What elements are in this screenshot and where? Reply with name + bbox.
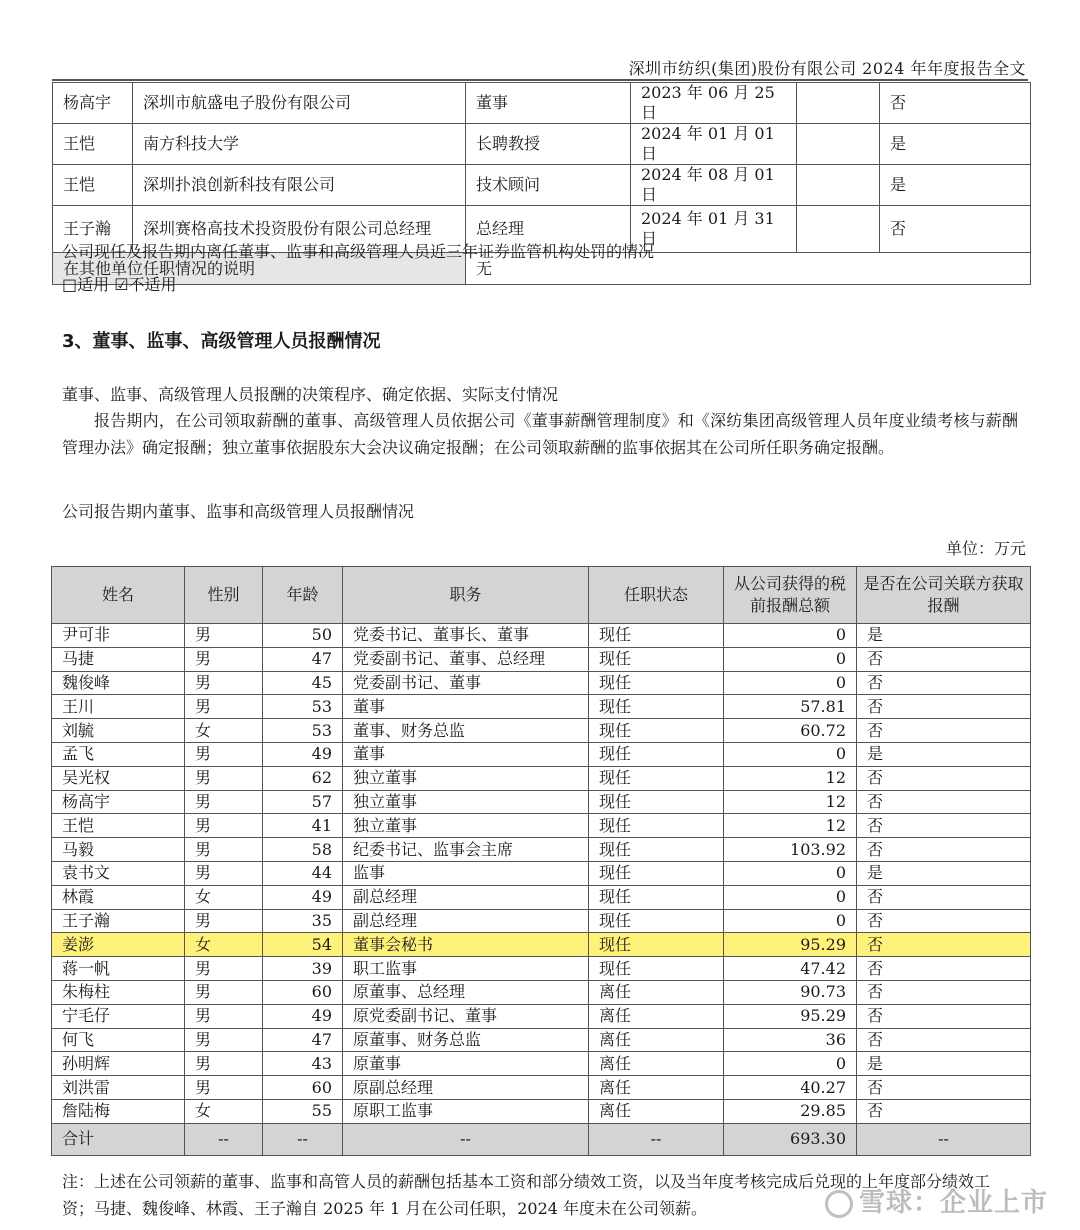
table-cell: 49: [263, 885, 343, 909]
table-cell: 否: [857, 814, 1031, 838]
table-cell: 60.72: [724, 719, 857, 743]
table-cell: 否: [857, 1099, 1031, 1123]
table-cell: 男: [185, 980, 263, 1004]
table-cell: 职工监事: [343, 957, 589, 981]
table-cell: 0: [724, 885, 857, 909]
table-cell: 现任: [589, 861, 724, 885]
table-row: [52, 861, 1031, 885]
table-cell: 男: [185, 624, 263, 648]
other-positions-cell: 否: [880, 206, 1031, 253]
table-cell: 离任: [589, 1099, 724, 1123]
table-cell: 刘洪雷: [52, 1076, 185, 1100]
table-cell: 是: [857, 861, 1031, 885]
table-cell: 否: [857, 1004, 1031, 1028]
table-cell: 独立董事: [343, 790, 589, 814]
table-cell: 现任: [589, 814, 724, 838]
other-positions-cell: 南方科技大学: [133, 124, 466, 165]
decision-paragraph: 报告期内，在公司领取薪酬的董事、高级管理人员依据公司《董事薪酬管理制度》和《深纺集团高级管理人员年度业绩考核与薪酬管理办法》确定报酬；独立董事依据股东大会决议确定报酬；在公司领取薪酬的监事依据其在公司所任职务确定报酬。: [62, 411, 1018, 457]
watermark: [825, 1182, 1048, 1219]
table-cell: 董事会秘书: [343, 933, 589, 957]
other-positions-cell: 深圳赛格高技术投资股份有限公司总经理: [133, 206, 466, 253]
table-cell: 董事: [343, 695, 589, 719]
table-cell: 监事: [343, 861, 589, 885]
table-cell: 原董事、总经理: [343, 980, 589, 1004]
column-header: 任职状态: [589, 567, 724, 624]
other-positions-cell: 技术顾问: [466, 165, 631, 206]
table-cell: 现任: [589, 647, 724, 671]
table-cell: 女: [185, 719, 263, 743]
other-positions-cell: 2024 年 08 月 01 日: [631, 165, 797, 206]
table-cell: 否: [857, 838, 1031, 862]
footnote: 注：上述在公司领薪的董事、监事和高管人员的薪酬包括基本工资和部分绩效工资，以及当年度考核完成后兑现的上年度部分绩效工资；马捷、魏俊峰、林霞、王子瀚自 2025 年 1 月在公司任职，2024 年度未在公司领薪。: [62, 1172, 991, 1218]
table-cell: 男: [185, 1052, 263, 1076]
other-positions-cell: 王恺: [53, 165, 133, 206]
table-cell: 现任: [589, 671, 724, 695]
table-cell: 现任: [589, 766, 724, 790]
table-cell: 党委副书记、董事: [343, 671, 589, 695]
table-cell: 党委书记、董事长、董事: [343, 624, 589, 648]
table-cell: 103.92: [724, 838, 857, 862]
table-row: [52, 933, 1031, 957]
table-cell: 否: [857, 790, 1031, 814]
table-cell: 男: [185, 790, 263, 814]
table-cell: 离任: [589, 1076, 724, 1100]
table-row: [52, 790, 1031, 814]
total-cell: 693.30: [724, 1123, 857, 1155]
report-title: 深圳市纺织(集团)股份有限公司 2024 年年度报告全文: [628, 59, 1026, 78]
table-cell: 0: [724, 671, 857, 695]
table-row: [52, 719, 1031, 743]
table-cell: 王川: [52, 695, 185, 719]
table-cell: 马毅: [52, 838, 185, 862]
table-cell: 宁毛仔: [52, 1004, 185, 1028]
snowball-logo-icon: [825, 1190, 853, 1218]
table-cell: 男: [185, 909, 263, 933]
table-cell: 50: [263, 624, 343, 648]
table-cell: 纪委书记、监事会主席: [343, 838, 589, 862]
other-positions-cell: 长聘教授: [466, 124, 631, 165]
column-header: 是否在公司关联方获取报酬: [857, 567, 1031, 624]
total-cell: --: [263, 1123, 343, 1155]
table-cell: 党委副书记、董事、总经理: [343, 647, 589, 671]
table-cell: 王子瀚: [52, 909, 185, 933]
table-cell: 0: [724, 861, 857, 885]
table-cell: 袁书文: [52, 861, 185, 885]
table-cell: 否: [857, 766, 1031, 790]
table-cell: 否: [857, 933, 1031, 957]
table-cell: 吴光权: [52, 766, 185, 790]
table-row: [52, 814, 1031, 838]
explanation-value: 无: [466, 253, 1031, 285]
table-cell: 否: [857, 909, 1031, 933]
other-positions-cell: [797, 206, 880, 253]
table-cell: 0: [724, 1052, 857, 1076]
table-cell: 女: [185, 885, 263, 909]
column-header: 姓名: [52, 567, 185, 624]
table-cell: 否: [857, 671, 1031, 695]
other-positions-cell: 王恺: [53, 124, 133, 165]
table-row: [52, 885, 1031, 909]
table-cell: 35: [263, 909, 343, 933]
table-cell: 离任: [589, 1004, 724, 1028]
total-cell: --: [343, 1123, 589, 1155]
table-cell: 蒋一帆: [52, 957, 185, 981]
other-positions-cell: 2024 年 01 月 01 日: [631, 124, 797, 165]
other-positions-cell: [797, 165, 880, 206]
table-cell: 58: [263, 838, 343, 862]
table-cell: 男: [185, 814, 263, 838]
header-rule: [52, 79, 1028, 81]
table-cell: 现任: [589, 933, 724, 957]
compensation-table: [51, 566, 1031, 1156]
table-row: [52, 1004, 1031, 1028]
table-cell: 何飞: [52, 1028, 185, 1052]
table-cell: 否: [857, 1028, 1031, 1052]
other-positions-cell: 总经理: [466, 206, 631, 253]
table-cell: 45: [263, 671, 343, 695]
table-cell: 现任: [589, 885, 724, 909]
table-cell: 原董事、财务总监: [343, 1028, 589, 1052]
table-cell: 12: [724, 766, 857, 790]
table-cell: 否: [857, 695, 1031, 719]
table-cell: 否: [857, 647, 1031, 671]
table-row: [52, 766, 1031, 790]
total-cell: 合计: [52, 1123, 185, 1155]
table-cell: 副总经理: [343, 909, 589, 933]
table-cell: 独立董事: [343, 814, 589, 838]
subheading: 董事、监事、高级管理人员报酬的决策程序、确定依据、实际支付情况: [62, 385, 559, 404]
other-positions-cell: 否: [880, 83, 1031, 124]
other-positions-row: [53, 124, 1031, 165]
table-row: [52, 695, 1031, 719]
table-caption: 公司报告期内董事、监事和高级管理人员报酬情况: [62, 502, 415, 521]
total-row: [52, 1123, 1031, 1155]
table-cell: 离任: [589, 980, 724, 1004]
table-cell: 49: [263, 742, 343, 766]
table-cell: 57.81: [724, 695, 857, 719]
table-cell: 现任: [589, 957, 724, 981]
table-cell: 90.73: [724, 980, 857, 1004]
table-cell: 47.42: [724, 957, 857, 981]
table-cell: 男: [185, 671, 263, 695]
other-positions-cell: 杨高宇: [53, 83, 133, 124]
table-cell: 刘毓: [52, 719, 185, 743]
table-cell: 原职工监事: [343, 1099, 589, 1123]
total-cell: --: [857, 1123, 1031, 1155]
table-cell: 47: [263, 647, 343, 671]
table-cell: 否: [857, 885, 1031, 909]
table-cell: 12: [724, 790, 857, 814]
table-row: [52, 1052, 1031, 1076]
other-positions-cell: [797, 83, 880, 124]
table-cell: 39: [263, 957, 343, 981]
table-cell: 副总经理: [343, 885, 589, 909]
table-cell: 林霞: [52, 885, 185, 909]
column-header: 职务: [343, 567, 589, 624]
table-cell: 57: [263, 790, 343, 814]
unit-label: 单位：万元: [945, 539, 1026, 558]
table-row: [52, 1028, 1031, 1052]
table-cell: 魏俊峰: [52, 671, 185, 695]
table-cell: 0: [724, 624, 857, 648]
table-cell: 朱梅柱: [52, 980, 185, 1004]
table-cell: 杨高宇: [52, 790, 185, 814]
table-cell: 董事、财务总监: [343, 719, 589, 743]
table-cell: 尹可非: [52, 624, 185, 648]
table-cell: 43: [263, 1052, 343, 1076]
table-cell: 49: [263, 1004, 343, 1028]
table-cell: 0: [724, 742, 857, 766]
column-header: 性别: [185, 567, 263, 624]
table-cell: 55: [263, 1099, 343, 1123]
column-header: 年龄: [263, 567, 343, 624]
table-cell: 54: [263, 933, 343, 957]
other-positions-cell: 是: [880, 165, 1031, 206]
other-positions-cell: 深圳扑浪创新科技有限公司: [133, 165, 466, 206]
other-positions-row: [53, 83, 1031, 124]
table-cell: 男: [185, 861, 263, 885]
table-cell: 60: [263, 980, 343, 1004]
table-row: [52, 624, 1031, 648]
other-positions-cell: 是: [880, 124, 1031, 165]
table-row: [52, 671, 1031, 695]
table-row: [52, 909, 1031, 933]
table-cell: 62: [263, 766, 343, 790]
other-positions-cell: 王子瀚: [53, 206, 133, 253]
table-cell: 否: [857, 719, 1031, 743]
table-cell: 95.29: [724, 933, 857, 957]
table-cell: 孙明辉: [52, 1052, 185, 1076]
other-positions-row: [53, 165, 1031, 206]
table-cell: 现任: [589, 719, 724, 743]
table-row: [52, 647, 1031, 671]
table-cell: 男: [185, 838, 263, 862]
table-cell: 男: [185, 766, 263, 790]
table-cell: 詹陆梅: [52, 1099, 185, 1123]
penalty-text: 公司现任及报告期内离任董事、监事和高级管理人员近三年证券监管机构处罚的情况: [62, 242, 655, 261]
table-cell: 44: [263, 861, 343, 885]
table-cell: 40.27: [724, 1076, 857, 1100]
table-cell: 现任: [589, 742, 724, 766]
table-cell: 男: [185, 647, 263, 671]
table-cell: 男: [185, 742, 263, 766]
table-row: [52, 1076, 1031, 1100]
table-cell: 男: [185, 1028, 263, 1052]
table-cell: 是: [857, 624, 1031, 648]
table-cell: 原副总经理: [343, 1076, 589, 1100]
table-cell: 原党委副书记、董事: [343, 1004, 589, 1028]
table-row: [52, 1099, 1031, 1123]
table-row: [52, 742, 1031, 766]
table-cell: 0: [724, 909, 857, 933]
column-header: 从公司获得的税前报酬总额: [724, 567, 857, 624]
table-cell: 离任: [589, 1052, 724, 1076]
table-cell: 36: [724, 1028, 857, 1052]
other-positions-cell: [797, 124, 880, 165]
table-cell: 是: [857, 742, 1031, 766]
table-cell: 60: [263, 1076, 343, 1100]
table-row: [52, 957, 1031, 981]
table-cell: 47: [263, 1028, 343, 1052]
table-cell: 否: [857, 957, 1031, 981]
table-cell: 否: [857, 1076, 1031, 1100]
watermark-text: 雪球：企业上市: [858, 1188, 1048, 1218]
table-cell: 是: [857, 1052, 1031, 1076]
table-cell: 男: [185, 957, 263, 981]
table-row: [52, 980, 1031, 1004]
table-row: [52, 838, 1031, 862]
table-cell: 现任: [589, 695, 724, 719]
table-cell: 41: [263, 814, 343, 838]
table-cell: 95.29: [724, 1004, 857, 1028]
table-cell: 女: [185, 933, 263, 957]
section-heading: 3、董事、监事、高级管理人员报酬情况: [62, 331, 381, 352]
table-cell: 男: [185, 695, 263, 719]
table-cell: 现任: [589, 909, 724, 933]
table-cell: 马捷: [52, 647, 185, 671]
table-cell: 12: [724, 814, 857, 838]
other-positions-cell: 董事: [466, 83, 631, 124]
other-positions-cell: 2023 年 06 月 25 日: [631, 83, 797, 124]
table-cell: 离任: [589, 1028, 724, 1052]
table-cell: 女: [185, 1099, 263, 1123]
table-cell: 董事: [343, 742, 589, 766]
table-cell: 王恺: [52, 814, 185, 838]
table-cell: 男: [185, 1004, 263, 1028]
other-positions-cell: 2024 年 01 月 31 日: [631, 206, 797, 253]
total-cell: --: [185, 1123, 263, 1155]
table-cell: 孟飞: [52, 742, 185, 766]
table-cell: 姜澎: [52, 933, 185, 957]
table-cell: 独立董事: [343, 766, 589, 790]
table-cell: 0: [724, 647, 857, 671]
table-cell: 现任: [589, 838, 724, 862]
table-cell: 29.85: [724, 1099, 857, 1123]
total-cell: --: [589, 1123, 724, 1155]
table-cell: 否: [857, 980, 1031, 1004]
table-cell: 原董事: [343, 1052, 589, 1076]
applicable-options: □适用 ☑不适用: [62, 275, 177, 294]
explanation-label: 在其他单位任职情况的说明: [53, 253, 466, 285]
table-cell: 现任: [589, 790, 724, 814]
other-positions-cell: 深圳市航盛电子股份有限公司: [133, 83, 466, 124]
table-cell: 男: [185, 1076, 263, 1100]
table-cell: 53: [263, 695, 343, 719]
table-cell: 现任: [589, 624, 724, 648]
table-cell: 53: [263, 719, 343, 743]
